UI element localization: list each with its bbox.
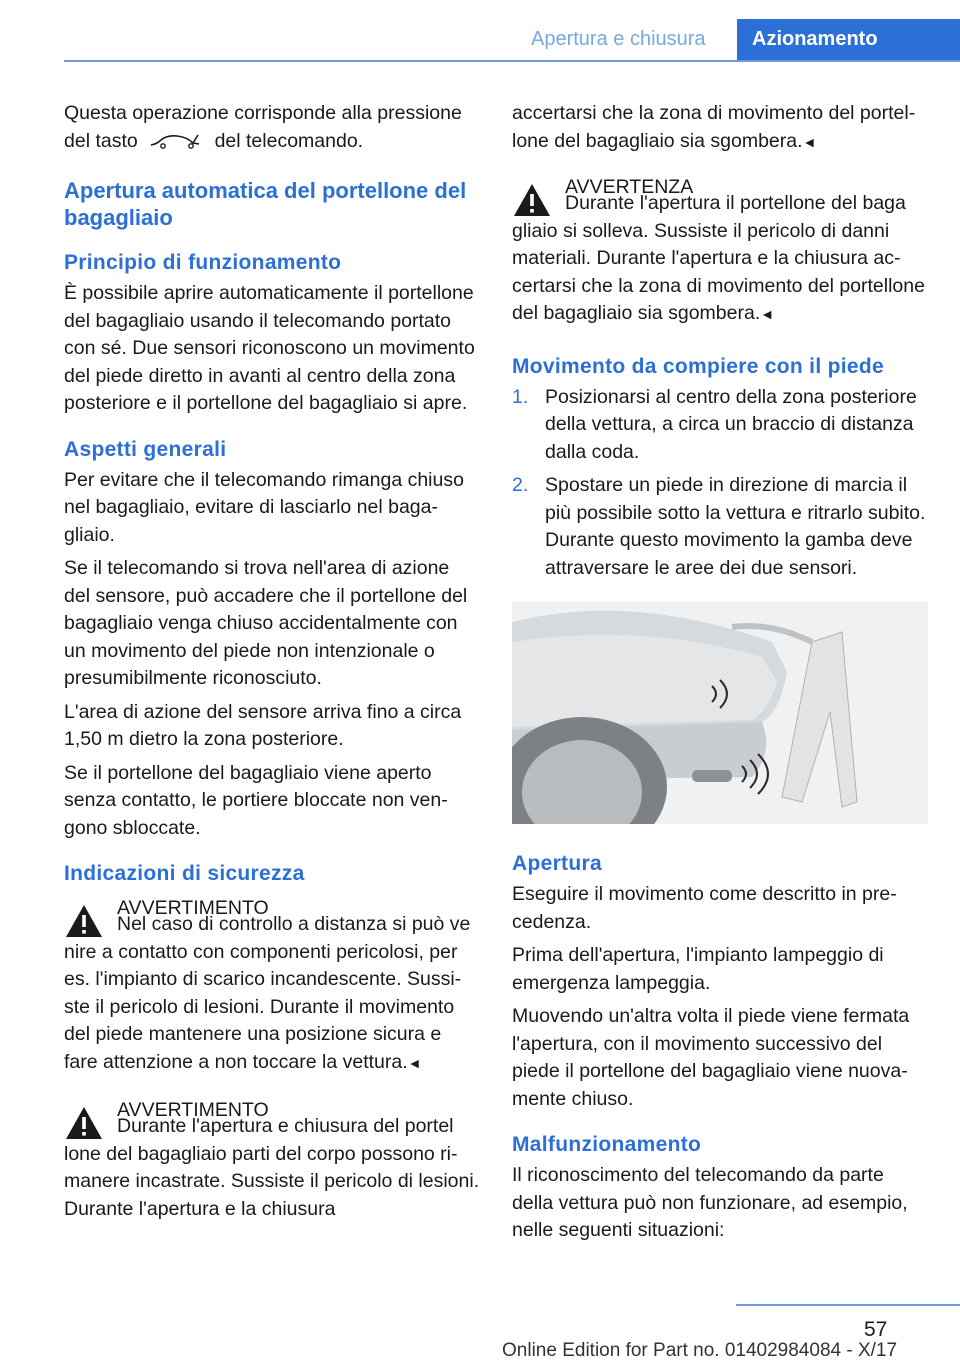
warning-text-first: Durante l'apertura e chiusura del portel bbox=[117, 1115, 454, 1137]
page-header bbox=[0, 0, 960, 62]
opening-paragraph-2: Prima dell'apertura, l'impianto lampeggio di emergenza lampeggia. bbox=[512, 944, 884, 994]
opening-paragraph-3: Muovendo un'altra volta il piede viene fermata l'apertura, con il movimento successivo del piede il portellone del bagagliaio viene nuovamente chiuso. bbox=[512, 1005, 910, 1110]
warning-triangle-icon bbox=[64, 903, 104, 939]
warning-text: nire a contatto con componenti pericolosi, per es. l'impianto di scarico incandescente. Sussiste il pericolo di lesioni. Durante il movimento del piede mantenere una posizione sicura e fare attenzione a non toccare la vettura.◄ bbox=[64, 940, 462, 1073]
heading-principle: Principio di funzionamento bbox=[64, 251, 342, 274]
right-column bbox=[512, 100, 928, 1251]
end-mark: ◄ bbox=[407, 1054, 422, 1071]
heading-opening: Apertura bbox=[512, 852, 602, 875]
warning-block-1 bbox=[64, 895, 480, 1077]
intro-paragraph: Questa operazione corrisponde alla pressione del tasto del telecomando. bbox=[64, 102, 462, 152]
heading-general: Aspetti generali bbox=[64, 437, 227, 461]
continued-paragraph: accertarsi che la zona di movimento del portellone del bagagliaio sia sgombera.◄ bbox=[512, 102, 916, 152]
warning-block-2 bbox=[64, 1097, 480, 1223]
general-paragraph-3: L'area di azione del sensore arriva fino a circa 1,50 m dietro la zona posteriore. bbox=[64, 700, 462, 750]
chapter-tab: Azionamento bbox=[737, 19, 960, 62]
notice-text: gliaio si solleva. Sussiste il pericolo di danni materiali. Durante l'apertura e la chiusura accertarsi che la zona di movimento del portellone del bagagliaio sia sgombera.◄ bbox=[512, 219, 925, 324]
heading-safety: Indicazioni di sicurezza bbox=[64, 862, 305, 885]
footer-rule bbox=[736, 1304, 960, 1306]
notice-text-first: Durante l'apertura il portellone del baga bbox=[565, 192, 906, 214]
edition-footer: Online Edition for Part no. 01402984084 - X/17 bbox=[502, 1340, 898, 1361]
notice-block bbox=[512, 174, 928, 329]
notice-title: AVVERTENZA bbox=[565, 176, 694, 198]
header-rule bbox=[64, 60, 960, 62]
steps-list bbox=[512, 384, 928, 583]
heading-malfunction: Malfunzionamento bbox=[512, 1133, 702, 1156]
general-paragraph-1: Per evitare che il telecomando rimanga chiuso nel bagagliaio, evitare di lasciarlo nel bagagliaio. bbox=[64, 468, 464, 546]
warning-text: lone del bagagliaio parti del corpo possono rimanere incastrate. Sussiste il pericolo di lesioni. Durante l'apertura e la chiusura bbox=[64, 1142, 480, 1220]
end-mark: ◄ bbox=[760, 306, 775, 322]
foot-gesture-illustration bbox=[512, 602, 928, 824]
warning-title: AVVERTIMENTO bbox=[117, 897, 269, 919]
general-paragraph-2: Se il telecomando si trova nell'area di azione del sensore, può accadere che il portellone del bagagliaio venga chiuso accidentalmente con un movimento del piede non intenzionale o presumibilmente riconosciuto. bbox=[64, 557, 468, 689]
general-paragraph-4: Se il portellone del bagagliaio viene aperto senza contatto, le portiere bloccate non vengono sbloccate. bbox=[64, 761, 448, 839]
page-number: 57 bbox=[864, 1318, 888, 1341]
malfunction-paragraph: Il riconoscimento del telecomando da parte della vettura può non funzionare, ad esempio, nelle seguenti situazioni: bbox=[512, 1164, 908, 1241]
list-item: 2. Spostare un piede in direzione di marcia il più possibile sotto la vettura e ritrarlo subito. Durante questo movimento la gamba deve attraversare le aree dei due sensori. bbox=[512, 474, 926, 579]
heading-foot-movement: Movimento da compiere con il piede bbox=[512, 354, 884, 378]
list-item: 1. Posizionarsi al centro della zona posteriore della vettura, a circa un braccio di distanza dalla coda. bbox=[512, 385, 917, 463]
opening-paragraph-1: Eseguire il movimento come descritto in precedenza. bbox=[512, 883, 897, 933]
heading-auto-open: Apertura automatica del portellone del bagagliaio bbox=[64, 178, 467, 230]
warning-text-first: Nel caso di controllo a distanza si può ve bbox=[117, 913, 471, 935]
warning-triangle-icon bbox=[64, 1105, 104, 1141]
section-title: Apertura e chiusura bbox=[531, 28, 706, 50]
warning-title: AVVERTIMENTO bbox=[117, 1099, 269, 1121]
left-column bbox=[64, 100, 480, 1229]
warning-triangle-icon bbox=[512, 182, 552, 218]
end-mark: ◄ bbox=[802, 133, 817, 150]
car-tailgate-icon bbox=[149, 131, 203, 151]
principle-paragraph: È possibile aprire automaticamente il portellone del bagagliaio usando il telecomando portato con sé. Due sensori riconoscono un movimento del piede diretto in avanti al centro della zona posteriore e il portellone del bagagliaio si apre. bbox=[64, 282, 475, 414]
car-rear-drawing bbox=[512, 602, 928, 824]
